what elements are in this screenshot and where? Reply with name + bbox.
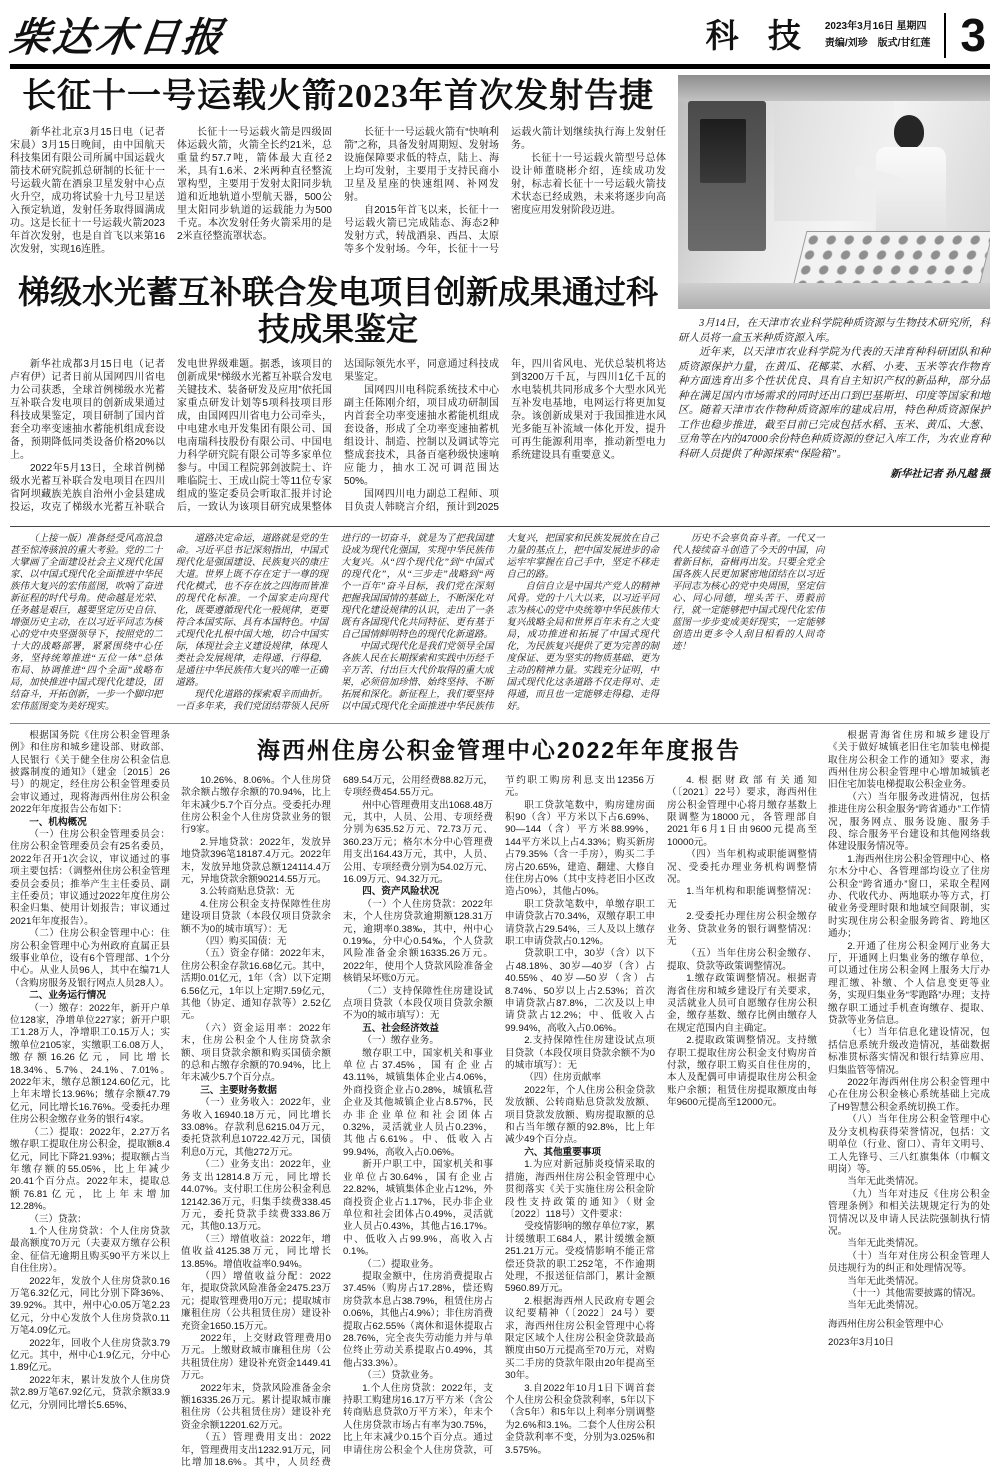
report-paragraph: （四）当年机构或职能调整情况、受委托办理业务机构调整情况。 [667, 849, 817, 885]
photo-machine-screen [700, 119, 746, 183]
news-photo [678, 75, 990, 309]
report-paragraph: 1.当年机构和职能调整情况：无 [667, 886, 817, 910]
divider-rule [10, 526, 990, 527]
report-paragraph: 当年无此类情况。 [847, 1238, 924, 1250]
report-paragraph: （一）住房公积金管理委员会：住房公积金管理委员会有25名委员，2022年召开1次会议，审议通过的事项主要包括：（调整州住房公积金管理委员会委员；推举产生主任委员、副主任委员；审议通过2022年度住房公积金归集、使用计划报告；审议通过2021年年度报告）。 [10, 828, 170, 927]
article-rocket-headline: 长征十一号运载火箭2023年首次发射告捷 [22, 78, 654, 115]
report-paragraph: 2.根据海西州人民政府专题会议纪要精神（〔2022〕24号）要求，海西州住房公积金管理中心将限定区域个人住房公积金贷款最高额度由50万元提高至70万元，对购买二手房的贷款年限由20年提高至30年。 [505, 1295, 655, 1382]
report-paragraph: 提取金额中，住房消费提取占37.45%（购房占17.28%，偿还购房贷款本息占38.79%，租赁住房占0.06%，其他占4.9%）；非住房消费提取占62.55%（离休和退休提取占28.76%，完全丧失劳动能力并与单位终止劳动关系提取占0.49%，其他占33.3%）。 [343, 1270, 493, 1369]
editorial-paragraph: （上接一版）准备经受风高浪急甚至惊涛骇浪的重大考验。党的二十大擘画了全面建设社会主义现代化国家、以中国式现代化全面推进中华民族伟大复兴的宏伟蓝图，吹响了奋进新征程的时代号角。使命越是光荣、任务越是艰巨，越要坚定历史自信、增强历史主动，在以习近平同志为核心的党中央坚强领导下，按照党的二十大的战略部署，紧紧围绕中心任务，坚持统筹推进“五位一体”总体布局、协调推进“四个全面”战略布局，加快推进中国式现代化建设，团结奋斗，开拓创新，一步一个脚印把宏伟蓝图变为美好现实。 [10, 533, 163, 712]
divider-rule-2 [10, 723, 990, 724]
report-paragraph: 2022年末，累计发放个人住房贷款2.89万笔67.92亿元，贷款余额33.9亿元，分别同比增长5.65%、 [10, 1374, 170, 1411]
report-paragraph: 4.根据财政部有关通知（〔2021〕22号）要求，海西州住房公积金管理中心将月缴存基数上限调整为18000元，各管理部自2021年6月1日由9600元提高至10000元。 [667, 774, 817, 848]
report-paragraph: 1.为应对新冠肺炎疫情采取的措施，海西州住房公积金管理中心贯彻落实《关于实施住房公积金阶段性支持政策的通知》（财金〔2022〕118号）文件要求： [505, 1159, 655, 1220]
report-paragraph: 1.海西州住房公积金管理中心、格尔木分中心、各管理部均设立了住房公积金“跨省通办”窗口，采取全程网办、代收代办、两地联办等方式，打破业务受理时限和地域空间限制，实时实现住房公积金服务跨省、跨地区通办； [828, 853, 990, 940]
report-paragraph: （一）缴存：2022年，新开户单位128家，净增单位227家；新开户职工1.28万人，净增职工0.15万人；实缴单位2105家，实缴职工6.08万人，缴存额16.26亿元，同比增长18.34%、5.7%、24.1%、7.01%。2022年末，缴存总额124.60亿元，比上年末增长13.96%；缴存余额47.79亿元，同比增长16.76%。受委托办理住房公积金缴存业务的银行4家。 [10, 1002, 170, 1126]
editorial-paragraph: 历史不会辜负奋斗者。一代又一代人接续奋斗创造了今天的中国，向着新目标，奋楫再出发。只要全党全国各族人民更加紧密地团结在以习近平同志为核心的党中央周围，坚定信心、同心同德，埋头苦干、勇毅前行，就一定能够把中国式现代化宏伟蓝图一步步变成美好现实，一定能够创造出更多令人刮目相看的人间奇迹！ [672, 533, 825, 652]
editorial-paragraph: 现代化道路的探索艰辛而曲折。一百多年来，我们党团结带领人民所进行的一切奋斗，就是为了把我国建设成为现代化强国，实现中华民族伟大复兴。从“四个现代化”到“中国式的现代化”，从“三步走”战略到“两个一百年”奋斗目标，我们党在深刻把握我国国情的基础上，不断深化对现代化建设规律的认识，走出了一条既有各国现代化共同特征、更有基于自己国情鲜明特色的现代化新道路。 [175, 533, 494, 712]
report-paragraph: （九）当年对违反《住房公积金管理条例》和相关法规规定行为的处罚情况以及申请人民法院强制执行情况。 [828, 1188, 990, 1237]
report-paragraph: 二、业务运行情况 [29, 990, 106, 1002]
article-paragraph: 长征十一号运载火箭是四级固体运载火箭，火箭全长约21米，总重量约57.7吨，箭体最大直径2米，具有1.6米、2米两种直径整流罩构型，主要用于发射太阳同步轨道和近地轨道小型航天器，500公里太阳同步轨道的运载能力为500千克。本次发射任务火箭采用的是2米直径整流罩状态。 [177, 127, 332, 243]
editorial-paragraph: 自信自立是中国共产党人的精神风骨。党的十八大以来，以习近平同志为核心的党中央统筹中华民族伟大复兴战略全局和世界百年未有之大变局，成功推进和拓展了中国式现代化，为民族复兴提供了更为完善的制度保证、更为坚实的物质基础、更为主动的精神力量。实践充分证明，中国式现代化这条道路不仅走得对、走得通，而且也一定能够走得稳、走得好。 [506, 581, 659, 712]
article-paragraph: 自2015年首飞以来，长征十一号运载火箭已完成陆态、海态2种发射方式，转战酒泉、西昌、太原等多个发射场。今年，长征十一号运载火箭计划继续执行海上发射任务。 [344, 127, 666, 256]
photo-counter [678, 283, 990, 309]
report-paragraph: （三）贷款： [29, 1213, 87, 1225]
report-paragraph: （二）支持保障性住房建设试点项目贷款（本段仅项目贷款余额不为0的城市填写）：无 [343, 985, 493, 1022]
report-paragraph: （二）提取：2022年，2.27万名缴存职工提取住房公积金，提取额8.4亿元，同比下降21.93%；提取额占当年缴存额的55.05%，比上年减少20.41个百分点。2022年末，提取总额76.81亿元，比上年末增加12.28%。 [10, 1126, 170, 1213]
article-paragraph: 新华社北京3月15日电（记者 宋晨）3月15日晚间，由中国航天科技集团有限公司所属中国运载火箭技术研究院抓总研制的长征十一号运载火箭在酒泉卫星发射中心点火升空，成功将试验十九号卫星送入预定轨道，发射任务取得圆满成功。这是长征十一号运载火箭2023年首次发射，也是自首飞以来第16次发射，实现16连胜。 [10, 127, 165, 256]
caption-paragraph: 近年来，以天津市农业科学院为代表的天津育种科研团队和种质资源保护力量，在黄瓜、花椰菜、水稻、小麦、玉米等农作物育种方面选育出多个性状优良、具有自主知识产权的新品种，部分品种在满足国内市场需求的同时还出口到巴基斯坦、印度等国家和地区。随着天津市农作物种质资源库的建成启用，特色种质资源保护工作也稳步推进，截至目前已完成包括水稻、玉米、黄瓜、大葱、豆角等在内的47000余份特色种质资源的登记入库工作，为农业育种科研人员提供了种源探索“保险箱”。 [678, 347, 990, 460]
article-paragraph: 长征十一号运载火箭型号总体设计师董晓彬介绍，连续成功发射，标志着长征十一号运载火箭技术状态已经成熟，未来将逐步向高密度应用发射阶段迈进。 [511, 153, 666, 217]
article-rocket [10, 77, 666, 260]
editorial-paragraph: 中国式现代化是我们党领导全国各族人民在长期探索和实践中历经千辛万苦、付出巨大代价取得的重大成果，必须倍加珍惜、始终坚持、不断拓展和深化。新征程上，我们要坚持以中国式现代化全面推进中华民族伟大复兴，把国家和民族发展放在自己力量的基点上，把中国发展进步的命运牢牢掌握在自己手中，坚定不移走自己的路。 [341, 533, 659, 712]
report-middle [181, 730, 817, 1478]
report-paragraph: （八）当年住房公积金管理中心及分支机构获得荣誉情况，包括：文明单位（行业、窗口）、青年文明号、工人先锋号、三八红旗集体（巾帼文明岗）等。 [828, 1114, 990, 1175]
article-paragraph: 长征十一号运载火箭有“快响利箭”之称，具备发射周期短、发射场设施保障要求低的特点，陆上、海上均可发射，主要用于支持民商小卫星及星座的快速组网、补网发射。 [344, 127, 499, 204]
page-number: 3 [944, 13, 990, 58]
report-signature: 海西州住房公积金管理中心 [828, 1318, 944, 1330]
report-paragraph: 1.个人住房贷款：2022年，支持职工购建房16.17万平方米（含公转商贴息贷款0万平方米），年末个人住房贷款市场占有率为30.75%，比上年末减少0.15个百分点。通过申请住房公积金个人住房贷款，可节约职工购房利息支出12356万元。 [343, 774, 655, 1456]
report-paragraph: 2022年，个人住房公积金贷款发放额、公转商贴息贷款发放额、项目贷款发放额、购房提取额的总和占当年缴存额的92.8%，比上年减少49个百分点。 [505, 1084, 655, 1146]
report-paragraph: 根据青海省住房和城乡建设厅《关于做好城镇老旧住宅加装电梯提取住房公积金工作的通知》要求，海西州住房公积金管理中心增加城镇老旧住宅加装电梯提取公积金业务。 [828, 729, 990, 791]
report-paragraph: 缴存职工中，国家机关和事业单位占37.45%，国有企业占43.11%，城镇集体企业占4.06%，外商投资企业占0.28%，城镇私营企业及其他城镇企业占8.57%，民办非企业单位和社会团体占0.32%，灵活就业人员占0.23%，其他占6.61%。中、低收入占99.94%，高收入占0.06%。 [343, 1047, 493, 1158]
report-paragraph: （十）当年对住房公积金管理人员违规行为的纠正和处理情况等。 [828, 1250, 990, 1275]
report-paragraph: 10.26%、8.06%。个人住房贷款余额占缴存余额的70.94%，比上年末减少5.7个百分点。受委托办理住房公积金个人住房贷款业务的银行9家。 [181, 774, 331, 836]
report-paragraph: 一、机构概况 [29, 816, 87, 828]
photo-researcher-head [894, 115, 924, 149]
caption-paragraph: 3月14日，在天津市农业科学院种质资源与生物技术研究所，科研人员将一盒玉米种质资源入库。 [678, 318, 990, 344]
editorial-continued-from-page-one [10, 533, 990, 717]
article-power-headline: 梯级水光蓄互补联合发电项目创新成果通过科技成果鉴定 [17, 274, 658, 347]
report-paragraph: （四）住房贡献率 [524, 1072, 601, 1084]
article-power-columns [10, 358, 666, 518]
report-paragraph: （一）业务收入：2022年，业务收入16940.18万元，同比增长33.08%。存款利息6215.04万元，委托贷款利息10722.42万元，国债利息0万元，其他272万元。 [181, 1097, 331, 1158]
report-paragraph: 2022年末，贷款风险准备金余额16335.26万元。累计提取城市廉租住房（公共租赁住房）建设补充资金余额12201.62万元。 [181, 1382, 331, 1431]
report-paragraph: （六）当年服务改进情况，包括推进住房公积金服务“跨省通办”工作情况，服务网点、服务设施、服务手段、综合服务平台建设和其他网络载体建设服务情况等。 [828, 791, 990, 853]
report-paragraph: 1.个人住房贷款：个人住房贷款最高额度70万元（夫妻双方缴存公积金、征信无逾期且购买90平方米以上自住住房）。 [10, 1225, 170, 1275]
article-paragraph: 2022年5月13日，全球首例梯级水光蓄互补联合发电项目在四川省阿坝藏族羌族自治州小金县建成投运，攻克了梯级水光蓄互补联合发电世界级难题。据悉，该项目的创新成果“梯级水光蓄互补联合发电关键技术、装备研发及应用”依托国家重点研发计划等5项科技项目形成，由国网四川省电力公司牵头，中电建水电开发集团有限公司、国电南瑞科技股份有限公司、中国电力科学研究院有限公司等多家单位参与。中国工程院郭剑波院士、许唯临院士、王成山院士等11位专家组成的鉴定委员会听取汇报并讨论后，一致认为该项目研究成果整体达国际领先水平，同意通过科技成果鉴定。 [10, 358, 499, 513]
report-paragraph: 当年无此类情况。 [847, 1300, 924, 1312]
article-paragraph: 新华社成都3月15日电（记者 卢宥伊）记者日前从国网四川省电力公司获悉，全球首例梯级水光蓄互补联合发电项目的创新成果通过科技成果鉴定，项目研制了国内首套全功率变速抽水蓄能机组成套设备，预期降低同类设备价格20%以上。 [10, 358, 165, 461]
report-paragraph: 五、社会经济效益 [362, 1022, 439, 1034]
report-paragraph: （四）购买国债：无 [200, 935, 287, 947]
masthead-right [705, 8, 990, 61]
report-paragraph: 六、其他重要事项 [524, 1146, 601, 1158]
report-paragraph: （一）缴存业务。 [362, 1035, 439, 1047]
masthead [7, 6, 990, 69]
report-paragraph: （五）管理费用支出：2022年，管理费用支出1232.91万元，同比增加18.6%。其中，人员经费689.54万元，公用经费88.82万元，专项经费454.55万元。 [181, 774, 493, 1469]
report-paragraph: （五）当年住房公积金缴存、提取、贷款等政策调整情况。 [667, 948, 817, 972]
report-paragraph: （二）提取业务。 [362, 1258, 439, 1270]
report-paragraph: 2022年，回收个人住房贷款3.79亿元。其中，州中心1.9亿元，分中心1.89亿元。 [10, 1337, 170, 1374]
report-paragraph: （四）增值收益分配：2022年，提取贷款风险准备金2475.23万元；提取管理费用0万元；提取城市廉租住房（公共租赁住房）建设补充资金1650.15万元。 [181, 1270, 331, 1332]
report-paragraph: 受疫情影响的缴存单位7家，累计缓缴职工684人，累计缓缴金额251.21万元。受疫情影响不能正常偿还贷款的职工252笔，不作逾期处理，不报送征信部门，累计金额5960.89万元。 [505, 1221, 655, 1295]
report-sign-date: 2023年3月10日 [828, 1337, 895, 1349]
report-paragraph: 职工贷款笔数中，购房建房面积90（含）平方米以下占6.69%、90—144（含）平方米88.99%，144平方米以上占4.33%；购买新房占79.35%（含一手房），购买二手房占20.65%，建造、翻建、大修自住住房占0%（其中支持老旧小区改造占0%），其他占0%。 [505, 799, 655, 898]
article-paragraph: 国网四川电科院系统技术中心副主任陈刚介绍，项目成功研制国内首套全功率变速抽水蓄能机组成套设备，形成了全功率变速抽蓄机组设计、制造、控制以及调试等完整成套技术，具备百毫秒级快速响应能力，抽水工况可调范围达50%。 [344, 384, 499, 487]
report-paragraph: （三）增值收益：2022年，增值收益4125.38万元，同比增长13.85%。增值收益率0.94%。 [181, 1233, 331, 1270]
paper-logo: 柴达木日报 [7, 14, 228, 61]
photo-block [678, 75, 990, 518]
report-paragraph: （五）资金存储：2022年末，住房公积金存款16.68亿元。其中，活期0.01亿元，1年（含）以下定期6.56亿元，1年以上定期7.59亿元，其他（协定、通知存款等）2.52亿元。 [181, 948, 331, 1022]
article-power [10, 274, 666, 518]
report-paragraph: 贷款职工中，30岁（含）以下占48.18%、30岁—40岁（含）占40.55%、40岁—50岁（含）占8.74%、50岁以上占2.53%；首次申请贷款占87.8%，二次及以上申请贷款占12.2%；中、低收入占99.94%，高收入占0.06%。 [505, 948, 655, 1034]
report-paragraph: 2.异地贷款：2022年，发放异地贷款396笔18187.4万元。2022年末，发放异地贷款总额124114.4万元，异地贷款余额90214.55万元。 [181, 836, 331, 885]
report-columns-2-to-5 [181, 775, 817, 1475]
report-paragraph: 州中心管理费用支出1068.48万元，其中，人员、公用、专项经费分别为635.52万元、72.73万元、360.23万元；格尔木分中心管理费用支出164.43万元，其中，人员、公用、专项经费分别为54.02万元、16.09万元、94.32万元。 [343, 799, 493, 885]
report-column-6 [828, 730, 990, 1478]
report-title: 海西州住房公积金管理中心2022年年度报告 [256, 736, 742, 763]
report-paragraph: 根据国务院《住房公积金管理条例》和住房和城乡建设部、财政部、人民银行《关于健全住房公积金信息披露制度的通知》（建金〔2015〕26号）的规定，经住房公积金管理委员会审议通过，现将海西州住房公积金2022年年度报告公布如下： [10, 729, 170, 816]
report-paragraph: （二）住房公积金管理中心：住房公积金管理中心为州政府直属正县级事业单位，设有6个管理部、1个分中心。从业人员96人，其中在编71人（含购房服务及银行网点人员28人）。 [10, 928, 170, 989]
left-articles [10, 75, 666, 518]
report-paragraph: （二）业务支出：2022年，业务支出12814.8万元，同比增长44.07%。支付职工住房公积金利息12142.36万元，归集手续费338.45万元，委托贷款手续费333.86万元，其他0.13万元。 [181, 1159, 331, 1233]
report-paragraph: 2022年海西州住房公积金管理中心在住房公积金核心系统基础上完成了H9智慧公积金系统切换工作。 [828, 1077, 990, 1113]
report-paragraph: 2.支持保障性住房建设试点项目贷款（本段仅项目贷款余额不为0的城市填写）：无 [505, 1035, 655, 1072]
report-paragraph: 四、资产风险状况 [362, 886, 439, 898]
date-editor-block [825, 18, 931, 52]
report-paragraph: （六）资金运用率：2022年末，住房公积金个人住房贷款余额、项目贷款余额和购买国债余额的总和占缴存余额的70.94%，比上年末减少5.7个百分点。 [181, 1022, 331, 1084]
report-paragraph: （十一）其他需要披露的情况。 [847, 1287, 982, 1299]
photo-ceiling [678, 75, 990, 101]
report-paragraph: 当年无此类情况。 [847, 1176, 924, 1188]
photo-credit: 新华社记者 孙凡越 摄 [890, 469, 990, 480]
report-paragraph: 当年无此类情况。 [847, 1275, 924, 1287]
article-rocket-columns [10, 126, 666, 260]
report-paragraph: （七）当年信息化建设情况，包括信息系统升级改造情况，基础数据标准贯标落实情况和银行结算应用、归集监管等情况。 [828, 1027, 990, 1076]
report-paragraph: 新开户职工中，国家机关和事业单位占30.64%，国有企业占22.82%，城镇集体企业占12%，外商投资企业占1.17%，民办非企业单位和社会团体占0.49%，灵活就业人员占0.43%，其他占16.17%。中、低收入占99.9%，高收入占0.1%。 [343, 1159, 493, 1258]
report-paragraph: 4.住房公积金支持保障性住房建设项目贷款（本段仅项目贷款余额不为0的城市填写）：无 [181, 898, 331, 935]
housing-fund-annual-report [10, 730, 990, 1478]
report-paragraph: 2.提取政策调整情况。支持缴存职工提取住房公积金支付购房首付款，缴存职工购买自住住房的，本人及配偶可申请提取住房公积金账户余额；租赁住房提取额度由每年9600元提高至12000元。 [667, 1035, 817, 1109]
section-label: 科 技 [705, 16, 811, 54]
report-paragraph: 2.开通了住房公积金网厅业务大厅，开通网上归集业务的缴存单位，可以通过住房公积金网上服务大厅办理汇缴、补缴、个人信息变更等业务，实现归集业务“零跑路”办理；支持缴存职工通过手机查询缴存、提取、贷款等业务信息。 [828, 940, 990, 1027]
photo-caption [678, 317, 990, 462]
report-paragraph: 2022年，上交财政管理费用0万元。上缴财政城市廉租住房（公共租赁住房）建设补充资金1449.41万元。 [181, 1332, 331, 1382]
report-paragraph: （一）个人住房贷款：2022年末，个人住房贷款逾期额128.31万元，逾期率0.38‰，其中，州中心0.19‰，分中心0.54‰，个人贷款风险准备金余额16335.26万元。2022年，使用个人贷款风险准备金核销呆坏账0万元。 [343, 898, 493, 985]
report-column-1 [10, 730, 170, 1478]
date-line: 2023年3月16日 星期四 [824, 21, 927, 33]
report-paragraph: 职工贷款笔数中，单缴存职工申请贷款占70.34%，双缴存职工申请贷款占29.54%，三人及以上缴存职工申请贷款占0.12%。 [505, 898, 655, 947]
editor-line: 责编/刘珍 版式/甘红莲 [824, 38, 931, 50]
article-paragraph: 国网四川电力副总工程师、项目负责人韩晓言介绍，预计到2025年，四川省风电、光伏总装机将达到3200万千瓦，与四川1亿千瓦的水电装机共同形成多个大型水风光互补发电基地，电网运行将更加复杂。该创新成果对于我国推进水风光多能互补流域一体化开发，提升可再生能源利用率，推动新型电力系统建设具有重要意义。 [344, 358, 666, 513]
report-paragraph: 2022年，发放个人住房贷款0.16万笔6.32亿元，同比分别下降36%、39.92%。其中，州中心0.05万笔2.23亿元，分中心发放个人住房贷款0.11万笔4.09亿元。 [10, 1275, 170, 1337]
report-paragraph: 三、主要财务数据 [200, 1084, 277, 1096]
editorial-paragraph: 道路决定命运，道路就是党的生命。习近平总书记深刻指出，中国式现代化是强国建设、民族复兴的康庄大道。世界上既不存在定于一尊的现代化模式，也不存在放之四海而皆准的现代化标准。一个国家走向现代化，既要遵循现代化一般规律，更要符合本国实际、具有本国特色。中国式现代化扎根中国大地，切合中国实际，体现社会主义建设规律，体现人类社会发展规律，走得通、行得稳，是通往中华民族伟大复兴的唯一正确道路。 [175, 533, 328, 688]
report-paragraph: 3.公转商贴息贷款：无 [200, 886, 295, 898]
report-column-6-text [828, 730, 990, 1313]
report-paragraph: 2.受委托办理住房公积金缴存业务、贷款业务的银行调整情况：无 [667, 911, 817, 947]
report-paragraph: 3.自2022年10月1日下调首套个人住房公积金贷款利率，5年以下（含5年）和5年以上利率分别调整为2.6%和3.1%。二套个人住房公积金贷款利率不变，分别为3.025%和3.575%。 [505, 1382, 655, 1456]
report-paragraph: （三）贷款业务。 [362, 1370, 439, 1382]
report-paragraph: 1.缴存政策调整情况。根据青海省住房和城乡建设厅有关要求，灵活就业人员可自愿缴存住房公积金，缴存基数、缴存比例由缴存人在规定范围内自主确定。 [667, 973, 817, 1034]
